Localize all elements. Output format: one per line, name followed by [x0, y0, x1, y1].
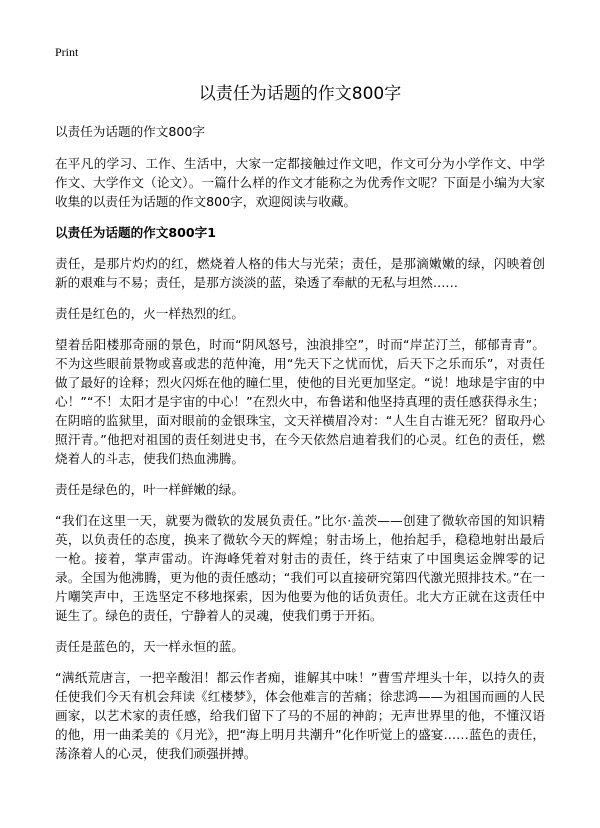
- section-heading: 以责任为话题的作文800字1: [55, 225, 216, 240]
- article-subtitle: 以责任为话题的作文800字: [55, 124, 205, 139]
- body-paragraph-4: 责任是绿色的，叶一样鲜嫩的绿。: [55, 482, 244, 497]
- body-paragraph-6: 责任是蓝色的，天一样永恒的蓝。: [55, 639, 244, 654]
- page-title: 以责任为话题的作文800字: [198, 84, 402, 104]
- print-link[interactable]: Print: [55, 45, 79, 59]
- body-paragraph-2: 责任是红色的，火一样热烈的红。: [55, 306, 244, 321]
- body-paragraph-1: 责任，是那片灼灼的红，燃烧着人格的伟大与光荣；责任，是那滴嫩嫩的绿，闪映着创新的艰难与不易；责任，是那方淡淡的蓝，染透了奉献的无私与坦然……: [55, 256, 545, 290]
- intro-paragraph: 在平凡的学习、工作、生活中，大家一定都接触过作文吧，作文可分为小学作文、中学作文、大学作文（论文）。一篇什么样的作文才能称之为优秀作文呢？下面是小编为大家收集的以责任为话题的作文800字，欢迎阅读与收藏。: [55, 156, 545, 209]
- body-paragraph-3: 望着岳阳楼那奇丽的景色，时而“阴风怒号，浊浪排空”，时而“岸芷汀兰，郁郁青青”。不为这些眼前景物或喜或悲的范仲淹，用“先天下之忧而忧，后天下之乐而乐”，对责任做了最好的诠释；烈火闪烁在他的瞳仁里，使他的目光更加坚定。“说！地球是宇宙的中心！”“不！太阳才是宇宙的中心！”在烈火中，布鲁诺和他坚持真理的责任感获得永生；在阴暗的监狱里，面对眼前的金银珠宝，文天祥横眉冷对：“人生自古谁无死？留取丹心照汗青。”他把对祖国的责任刻进史书，在今天依然启迪着我们的心灵。红色的责任，燃烧着人的斗志，使我们热血沸腾。: [55, 337, 545, 466]
- body-paragraph-7: “满纸荒唐言，一把辛酸泪！都云作者痴，谁解其中味！”曹雪芹埋头十年，以持久的责任使我们今天有机会拜读《红楼梦》，体会他难言的苦痛；徐悲鸿——为祖国而画的人民画家，以艺术家的责任感，给我们留下了马的不屈的神韵；无声世界里的他，不懂汉语的他，用一曲柔美的《月光》，把“海上明月共潮升”化作听觉上的盛宴……蓝色的责任，荡涤着人的心灵，使我们顽强拼搏。: [55, 670, 545, 761]
- body-paragraph-5: “我们在这里一天，就要为微软的发展负责任。”比尔·盖茨——创建了微软帝国的知识精英，以负责任的态度，换来了微软今天的辉煌；射击场上，他抬起手，稳稳地射出最后一枪。接着，掌声雷动。许海峰凭着对射击的责任，终于结束了中国奥运金牌零的记录。全国为他沸腾，更为他的责任感动；“我们可以直接研究第四代激光照排技术。”在一片嘲笑声中，王选坚定不移地探索，因为他要为他的话负责任。北大方正就在这责任中诞生了。绿色的责任，宁静着人的灵魂，使我们勇于开拓。: [55, 513, 545, 623]
